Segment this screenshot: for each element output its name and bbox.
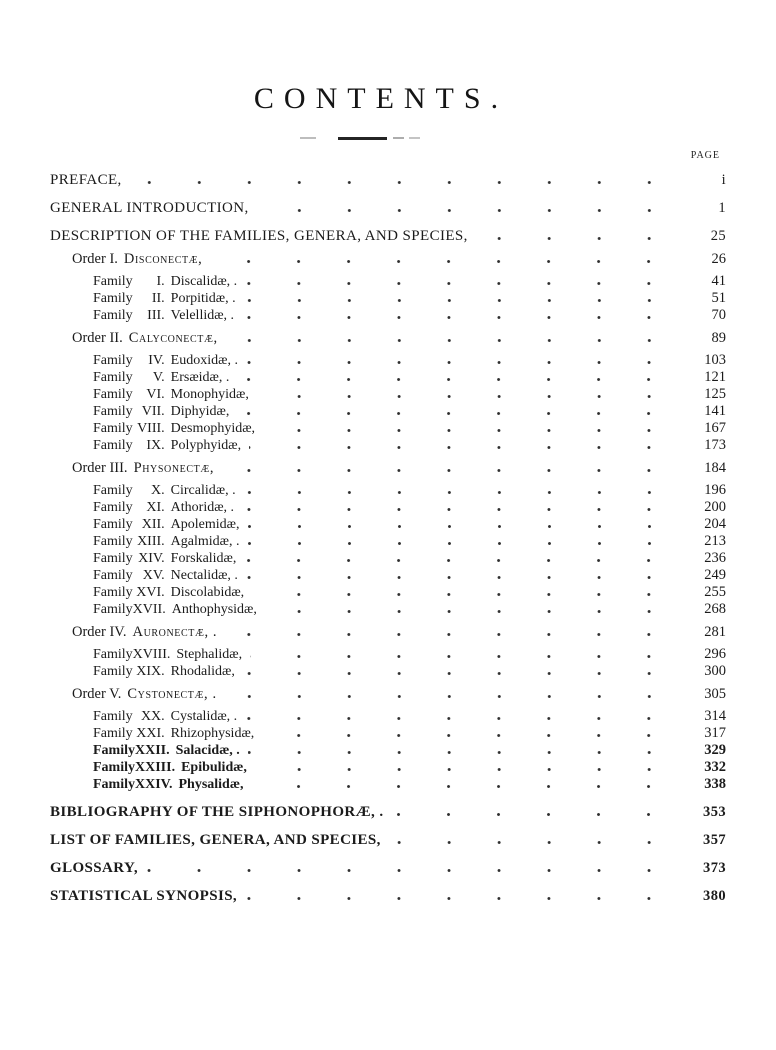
entry-family-label: Family [93,602,133,617]
toc-entry-family [50,352,726,369]
entry-label: BIBLIOGRAPHY OF THE SIPHONOPHORÆ, . [50,804,384,820]
entry-label: GLOSSARY, [50,860,138,876]
page-number: 51 [711,290,726,306]
entry-roman-numeral: XIII. [137,534,165,549]
entry-roman-numeral: V. [152,370,165,385]
entry-family-label: Family [93,647,133,662]
entry-family-name: Athoridæ, . [170,500,235,515]
toc-entry-family [50,437,726,454]
entry-roman-numeral: XXI. [136,726,165,741]
leader-dots [263,420,682,437]
entry-family-label: Family [93,274,133,289]
toc-entry-family [50,386,726,403]
entry-roman-numeral: II. [151,291,165,306]
toc-entry-order [50,460,726,477]
toc-entry-family [50,290,726,307]
page-number: 103 [704,352,726,368]
entry-family-name: Circalidæ, . [170,483,236,498]
entry-label: PREFACE, [50,172,122,188]
toc-entry-main [50,832,726,849]
leader-dots [244,290,682,307]
entry-family-name: Rhodalidæ, [170,664,235,679]
page-number: 167 [704,420,726,436]
leader-dots [245,888,682,905]
page-number: 41 [711,273,726,289]
divider-segment [409,137,420,139]
entry-roman-numeral: XI. [146,500,165,515]
leader-dots [391,804,682,821]
page-number: 70 [711,307,726,323]
entry-family-name: Eudoxidæ, . [170,353,238,368]
entry-roman-numeral: XIV. [138,551,165,566]
toc-entry-main [50,228,726,245]
page-number: 1 [718,200,726,216]
entry-family-name: Forskalidæ, [170,551,237,566]
entry-family-name: Rhizophysidæ, [170,726,255,741]
page-number: 255 [704,584,726,600]
leader-dots [130,172,682,189]
entry-family-name: Nectalidæ, . [170,568,238,583]
leader-dots [146,860,682,877]
entry-family-label: Family [93,568,133,583]
toc-entry-main [50,200,726,217]
leader-dots [251,776,682,793]
toc-entry-family [50,759,726,776]
toc-entry-family [50,725,726,742]
toc-entry-main [50,888,726,905]
entry-family-name: Discolabidæ, [170,585,245,600]
toc-entry-order [50,330,726,347]
entry-roman-numeral: I. [156,274,165,289]
leader-dots [246,352,682,369]
entry-order-name: Cystonectæ, . [127,686,217,702]
leader-dots [237,403,682,420]
entry-family-label: Family [93,709,133,724]
entry-family-label: Family [93,500,133,515]
toc-entry-order [50,624,726,641]
entry-family-label: Family [93,483,133,498]
page-number: 249 [704,567,726,583]
page-number: 125 [704,386,726,402]
leader-dots [255,759,682,776]
entry-roman-numeral: XVI. [136,585,165,600]
entry-roman-numeral: IV. [148,353,165,368]
entry-family-name: Porpitidæ, . [170,291,236,306]
divider-segment [300,137,316,139]
entry-roman-numeral: XVII. [132,602,166,617]
entry-order-prefix: Order IV. [72,624,127,640]
entry-family-label: Family [93,387,133,402]
page-number: 300 [704,663,726,679]
page-title: CONTENTS. [253,82,509,115]
entry-family-label: Family [93,777,135,792]
leader-dots [476,228,682,245]
leader-dots [244,482,682,499]
entry-roman-numeral: XX. [140,709,165,724]
entry-family-label: Family [93,726,133,741]
entry-family-label: Family [93,370,133,385]
leader-dots [225,686,682,703]
entry-family-label: Family [93,551,133,566]
leader-dots [225,624,682,641]
page-number: 380 [703,888,726,904]
page-number: 357 [703,832,726,848]
leader-dots [389,832,682,849]
leader-dots [248,742,682,759]
divider-segment [393,137,405,139]
leader-dots [237,369,682,386]
toc-entry-family [50,516,726,533]
toc-entry-family [50,776,726,793]
entry-roman-numeral: X. [151,483,165,498]
leader-dots [257,200,682,217]
leader-dots [210,251,682,268]
leader-dots [245,273,682,290]
page-number: 373 [703,860,726,876]
entry-family-label: Family [93,421,133,436]
entry-family-name: Salacidæ, . [175,743,240,758]
entry-family-name: Desmophyidæ, [170,421,256,436]
leader-dots [226,330,682,347]
divider-segment [338,137,387,140]
entry-roman-numeral: III. [147,308,165,323]
entry-family-label: Family [93,517,133,532]
entry-family-label: Family [93,353,133,368]
entry-family-name: Monophyidæ, [170,387,249,402]
entry-family-name: Cystalidæ, . [170,709,238,724]
entry-family-name: Apolemidæ, [170,517,240,532]
entry-label: LIST OF FAMILIES, GENERA, AND SPECIES, [50,832,381,848]
page-number: 89 [711,330,726,346]
entry-family-label: Family [93,404,133,419]
toc-entry-order [50,251,726,268]
toc-entry-main [50,860,726,877]
toc-entry-family [50,550,726,567]
toc-entry-family [50,273,726,290]
page-number: 236 [704,550,726,566]
page-number: 338 [704,776,726,792]
toc-entry-order [50,686,726,703]
toc-list [50,172,726,905]
page-number: 173 [704,437,726,453]
entry-roman-numeral: XV. [142,568,165,583]
entry-order-prefix: Order V. [72,686,122,702]
entry-family-label: Family [93,308,133,323]
page-number: 200 [704,499,726,515]
page-number: 305 [704,686,726,702]
leader-dots [242,499,682,516]
page-number: 296 [704,646,726,662]
entry-order-name: Physonectæ, [133,460,215,476]
leader-dots [248,516,682,533]
entry-roman-numeral: XXIV. [135,777,173,792]
page-number: 329 [704,742,726,758]
entry-roman-numeral: VI. [146,387,165,402]
leader-dots [248,533,682,550]
page-number: 353 [703,804,726,820]
leader-dots [265,601,682,618]
page-number: 268 [704,601,726,617]
leader-dots [257,386,682,403]
entry-family-name: Velellidæ, . [170,308,235,323]
entry-family-name: Anthophysidæ, [171,602,257,617]
page-number: 314 [704,708,726,724]
page-number: 332 [704,759,726,775]
entry-roman-numeral: XII. [141,517,165,532]
toc-entry-family [50,403,726,420]
toc-entry-family [50,307,726,324]
entry-order-name: Disconectæ, [123,251,203,267]
page-number: 121 [704,369,726,385]
title-divider-rule [300,136,420,140]
entry-roman-numeral: VIII. [137,421,165,436]
page-number: 281 [704,624,726,640]
entry-roman-numeral: XXIII. [135,760,176,775]
entry-label: GENERAL INTRODUCTION, [50,200,249,216]
leader-dots [244,550,682,567]
entry-family-name: Discalidæ, . [170,274,238,289]
entry-family-label: Family [93,664,133,679]
entry-family-label: Family [93,534,133,549]
leader-dots [245,708,682,725]
leader-dots [250,646,682,663]
table-of-contents [0,150,776,905]
entry-order-prefix: Order III. [72,460,128,476]
toc-entry-family [50,646,726,663]
toc-entry-family [50,482,726,499]
entry-family-name: Stephalidæ, [176,647,243,662]
entry-roman-numeral: XIX. [136,664,165,679]
page-number: 204 [704,516,726,532]
entry-family-label: Family [93,760,135,775]
page-number: 317 [704,725,726,741]
toc-entry-family [50,708,726,725]
toc-entry-family [50,499,726,516]
toc-entry-family [50,533,726,550]
entry-family-name: Epibulidæ, [181,760,247,775]
entry-roman-numeral: XXII. [135,743,170,758]
toc-entry-family [50,663,726,680]
page-column-header: PAGE [690,150,720,161]
entry-family-name: Diphyidæ, [170,404,230,419]
page-number: 141 [704,403,726,419]
leader-dots [242,307,682,324]
entry-roman-numeral: VII. [141,404,165,419]
leader-dots [262,725,682,742]
entry-order-prefix: Order I. [72,251,118,267]
entry-family-name: Agalmidæ, . [170,534,240,549]
leader-dots [249,437,682,454]
entry-family-name: Ersæidæ, . [170,370,230,385]
entry-family-name: Physalidæ, [178,777,244,792]
toc-entry-family [50,584,726,601]
entry-order-name: Calyconectæ, [128,330,218,346]
entry-family-label: Family [93,585,133,600]
entry-family-name: Polyphyidæ, [170,438,242,453]
entry-order-prefix: Order II. [72,330,123,346]
page-number: 213 [704,533,726,549]
toc-entry-family [50,369,726,386]
toc-entry-main [50,804,726,821]
leader-dots [252,584,682,601]
page-number: 184 [704,460,726,476]
toc-entry-family [50,420,726,437]
leader-dots [222,460,682,477]
toc-entry-family [50,742,726,759]
toc-entry-main [50,172,726,189]
leader-dots [246,567,682,584]
entry-roman-numeral: XVIII. [132,647,171,662]
page-number: 196 [704,482,726,498]
entry-order-name: Auronectæ, . [132,624,218,640]
page-number: 26 [711,251,726,267]
entry-family-label: Family [93,438,133,453]
leader-dots [243,663,682,680]
entry-family-label: Family [93,291,133,306]
toc-entry-family [50,601,726,618]
page-number: 25 [710,228,726,244]
entry-roman-numeral: IX. [146,438,165,453]
entry-family-label: Family [93,743,135,758]
entry-label: STATISTICAL SYNOPSIS, [50,888,238,904]
toc-entry-family [50,567,726,584]
page-number: i [721,172,726,188]
entry-label: DESCRIPTION OF THE FAMILIES, GENERA, AND SPECIES, [50,228,468,244]
